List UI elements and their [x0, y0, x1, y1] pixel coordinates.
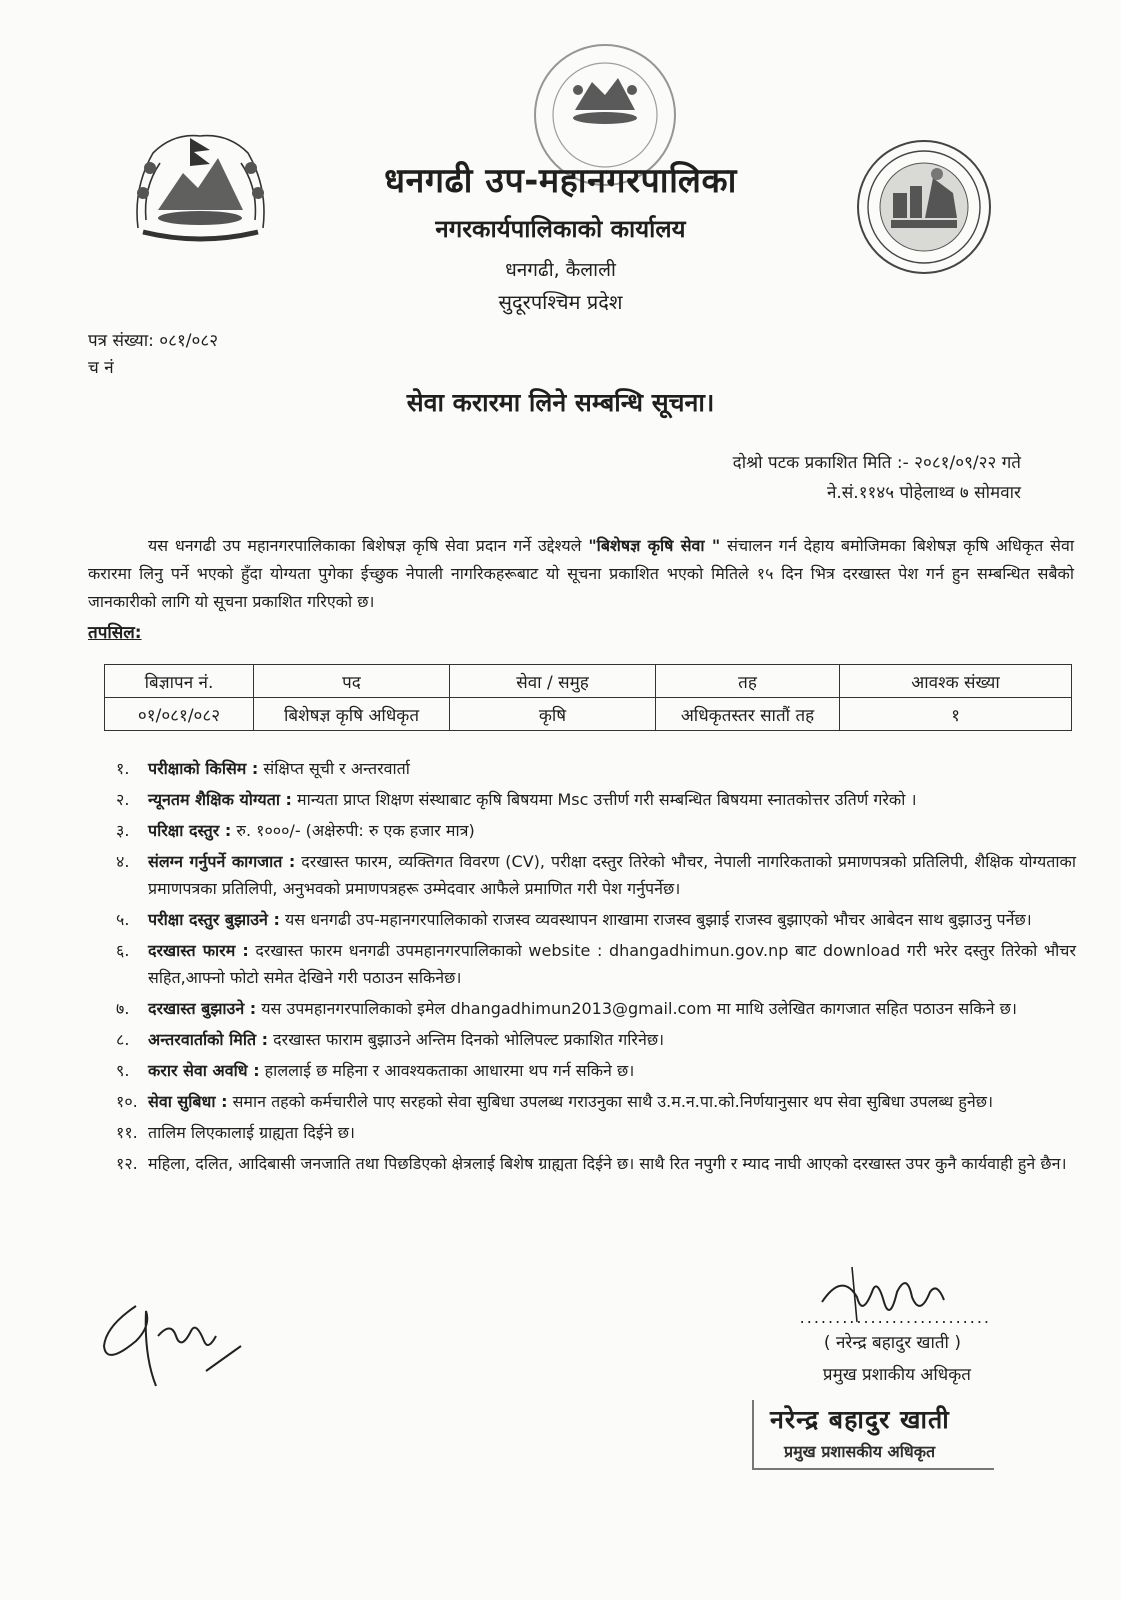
letter-number: पत्र संख्या: ०८१/०८२	[88, 331, 219, 351]
list-item	[116, 906, 1076, 933]
item-number: १०.	[116, 1092, 138, 1111]
item-number: ४.	[116, 852, 130, 871]
item-label: न्यूनतम शैक्षिक योग्यता :	[148, 790, 292, 809]
stamp-name: नरेन्द्र बहादुर खाती	[770, 1405, 950, 1434]
table-header: पद	[254, 665, 450, 698]
signatory-name: ( नरेन्द्र बहादुर खाती )	[823, 1333, 961, 1353]
list-item	[116, 848, 1076, 902]
item-text: यस उपमहानगरपालिकाको इमेल dhangadhimun2013@gmail.com मा माथि उलेखित कागजात सहित पठाउन सकिने छ।	[256, 999, 1017, 1018]
table-cell: अधिकृतस्तर सातौं तह	[656, 698, 840, 731]
publication-nepal-sambat-date: ने.सं.११४५ पोहेलाथ्व ७ सोमवार	[826, 483, 1021, 503]
item-number: २.	[116, 790, 130, 809]
item-label: दरखास्त बुझाउने :	[148, 999, 257, 1018]
list-item	[116, 1088, 1076, 1115]
item-number: ८.	[116, 1030, 130, 1049]
vacancy-table	[104, 664, 1072, 731]
item-number: ७.	[116, 999, 130, 1018]
signatory-designation: प्रमुख प्रशाकीय अधिकृत	[822, 1365, 971, 1385]
publication-date: दोश्रो पटक प्रकाशित मिति :- २०८१/०९/२२ गते	[732, 453, 1021, 473]
item-text: हाललाई छ महिना र आवश्यकताका आधारमा थप गर्न सकिने छ।	[259, 1061, 635, 1080]
item-number: ३.	[116, 821, 130, 840]
item-number: ५.	[116, 910, 130, 929]
table-header-row	[105, 665, 1072, 698]
table-cell: ०१/०८१/०८२	[105, 698, 254, 731]
list-item	[116, 937, 1076, 991]
table-header: तह	[656, 665, 840, 698]
municipality-title: धनगढी उप-महानगरपालिका	[384, 161, 737, 201]
list-item	[116, 1119, 1076, 1146]
table-cell: १	[840, 698, 1072, 731]
item-text: महिला, दलित, आदिबासी जनजाति तथा पिछडिएको क्षेत्रलाई बिशेष ग्राह्यता दिईने छ। साथै रित नपुगी र म्याद नाघी आएको दरखास्त उपर कुनै कार्यवाही हुने छैन।	[148, 1154, 1067, 1173]
office-name: नगरकार्यपालिकाको कार्यालय	[435, 215, 686, 243]
table-row	[105, 698, 1072, 731]
intro-service-name: "बिशेषज्ञ कृषि सेवा "	[588, 536, 721, 555]
conditions-list	[116, 755, 1076, 1181]
dispatch-number: च नं	[88, 358, 114, 378]
details-label: तपसिल:	[88, 623, 142, 643]
item-text: यस धनगढी उप-महानगरपालिकाको राजस्व व्यवस्थापन शाखामा राजस्व बुझाई राजस्व बुझाएको भौचर आबेदन साथ बुझाउनु पर्नेछ।	[279, 910, 1032, 929]
office-city: धनगढी, कैलाली	[505, 259, 616, 281]
item-text: दरखास्त फारम धनगढी उपमहानगरपालिकाको website : dhangadhimun.gov.np बाट download गरी भरेर दस्तुर तिरेको भौचर सहित,आफ्नो फोटो समेत देखिने गरी पठाउन सकिनेछ।	[148, 941, 1077, 987]
item-label: संलग्न गर्नुपर्ने कागजात :	[148, 852, 296, 871]
list-item	[116, 995, 1076, 1022]
item-text: मान्यता प्राप्त शिक्षण संस्थाबाट कृषि बिषयमा Msc उत्तीर्ण गरी सम्बन्धित बिषयमा स्नातकोत्तर उतिर्ण गरेको ।	[291, 790, 917, 809]
office-province: सुदूरपश्चिम प्रदेश	[498, 290, 623, 314]
table-header: बिज्ञापन नं.	[105, 665, 254, 698]
table-cell: कृषि	[450, 698, 656, 731]
initials-signature-icon	[96, 1296, 246, 1396]
item-label: परीक्षा दस्तुर बुझाउने :	[148, 910, 280, 929]
list-item	[116, 1026, 1076, 1053]
notice-title: सेवा करारमा लिने सम्बन्धि सूचना।	[406, 388, 715, 417]
list-item	[116, 1150, 1076, 1177]
item-label: अन्तरवार्ताको मिति :	[148, 1030, 269, 1049]
item-number: १.	[116, 759, 130, 778]
table-header: सेवा / समुह	[450, 665, 656, 698]
list-item	[116, 817, 1076, 844]
item-label: परीक्षाको किसिम :	[148, 759, 259, 778]
item-text: संक्षिप्त सूची र अन्तरवार्ता	[258, 759, 410, 778]
intro-part-2: संचालन गर्न देहाय बमोजिमका बिशेषज्ञ कृषि अधिकृत सेवा करारमा लिनु पर्ने भएको हुँदा योग्यता पुगेका ईच्छुक नेपाली नागरिकहरूबाट यो सूचना प्रकाशित भएको मितिले १५ दिन भित्र दरखास्त पेश गर्न हुन सम्बन्धित सबैको जानकारीको लागि यो सूचना प्रकाशित गरिएको छ।	[88, 536, 1074, 611]
list-item	[116, 755, 1076, 782]
list-item	[116, 786, 1076, 813]
item-number: ११.	[116, 1123, 138, 1142]
item-number: ६.	[116, 941, 130, 960]
intro-part-1: यस धनगढी उप महानगरपालिकाका बिशेषज्ञ कृषि सेवा प्रदान गर्ने उद्देश्यले	[148, 536, 589, 555]
item-text: दरखास्त फाराम बुझाउने अन्तिम दिनको भोलिपल्ट प्रकाशित गरिनेछ।	[268, 1030, 665, 1049]
signature-line: ...........................	[799, 1308, 991, 1327]
item-text: तालिम लिएकालाई ग्राह्यता दिईने छ।	[148, 1123, 355, 1142]
item-number: १२.	[116, 1154, 138, 1173]
item-label: करार सेवा अवधि :	[148, 1061, 260, 1080]
item-text: दरखास्त फारम, व्यक्तिगत विवरण (CV), परीक्षा दस्तुर तिरेको भौचर, नेपाली नागरिकताको प्रमाणपत्रको प्रतिलिपी, शैक्षिक योग्यताका प्रमाणपत्रका प्रतिलिपी, अनुभवको प्रमाणपत्रहरू उम्मेदवार आफैले प्रमाणित गरी पेश गर्नुपर्नेछ।	[148, 852, 1076, 898]
item-number: ९.	[116, 1061, 130, 1080]
table-header: आवश्क संख्या	[840, 665, 1072, 698]
intro-paragraph	[88, 532, 1074, 616]
item-text: समान तहको कर्मचारीले पाए सरहको सेवा सुबिधा उपलब्ध गराउनुका साथै उ.म.न.पा.को.निर्णयानुसार थप सेवा सुबिधा उपलब्ध हुनेछ।	[227, 1092, 994, 1111]
item-text: रु. १०००/- (अक्षेरुपी: रु एक हजार मात्र)	[231, 821, 475, 840]
item-label: दरखास्त फारम :	[148, 941, 249, 960]
item-label: सेवा सुबिधा :	[148, 1092, 228, 1111]
list-item	[116, 1057, 1076, 1084]
stamp-designation: प्रमुख प्रशासकीय अधिकृत	[784, 1442, 936, 1461]
table-cell: बिशेषज्ञ कृषि अधिकृत	[254, 698, 450, 731]
item-label: परिक्षा दस्तुर :	[148, 821, 232, 840]
